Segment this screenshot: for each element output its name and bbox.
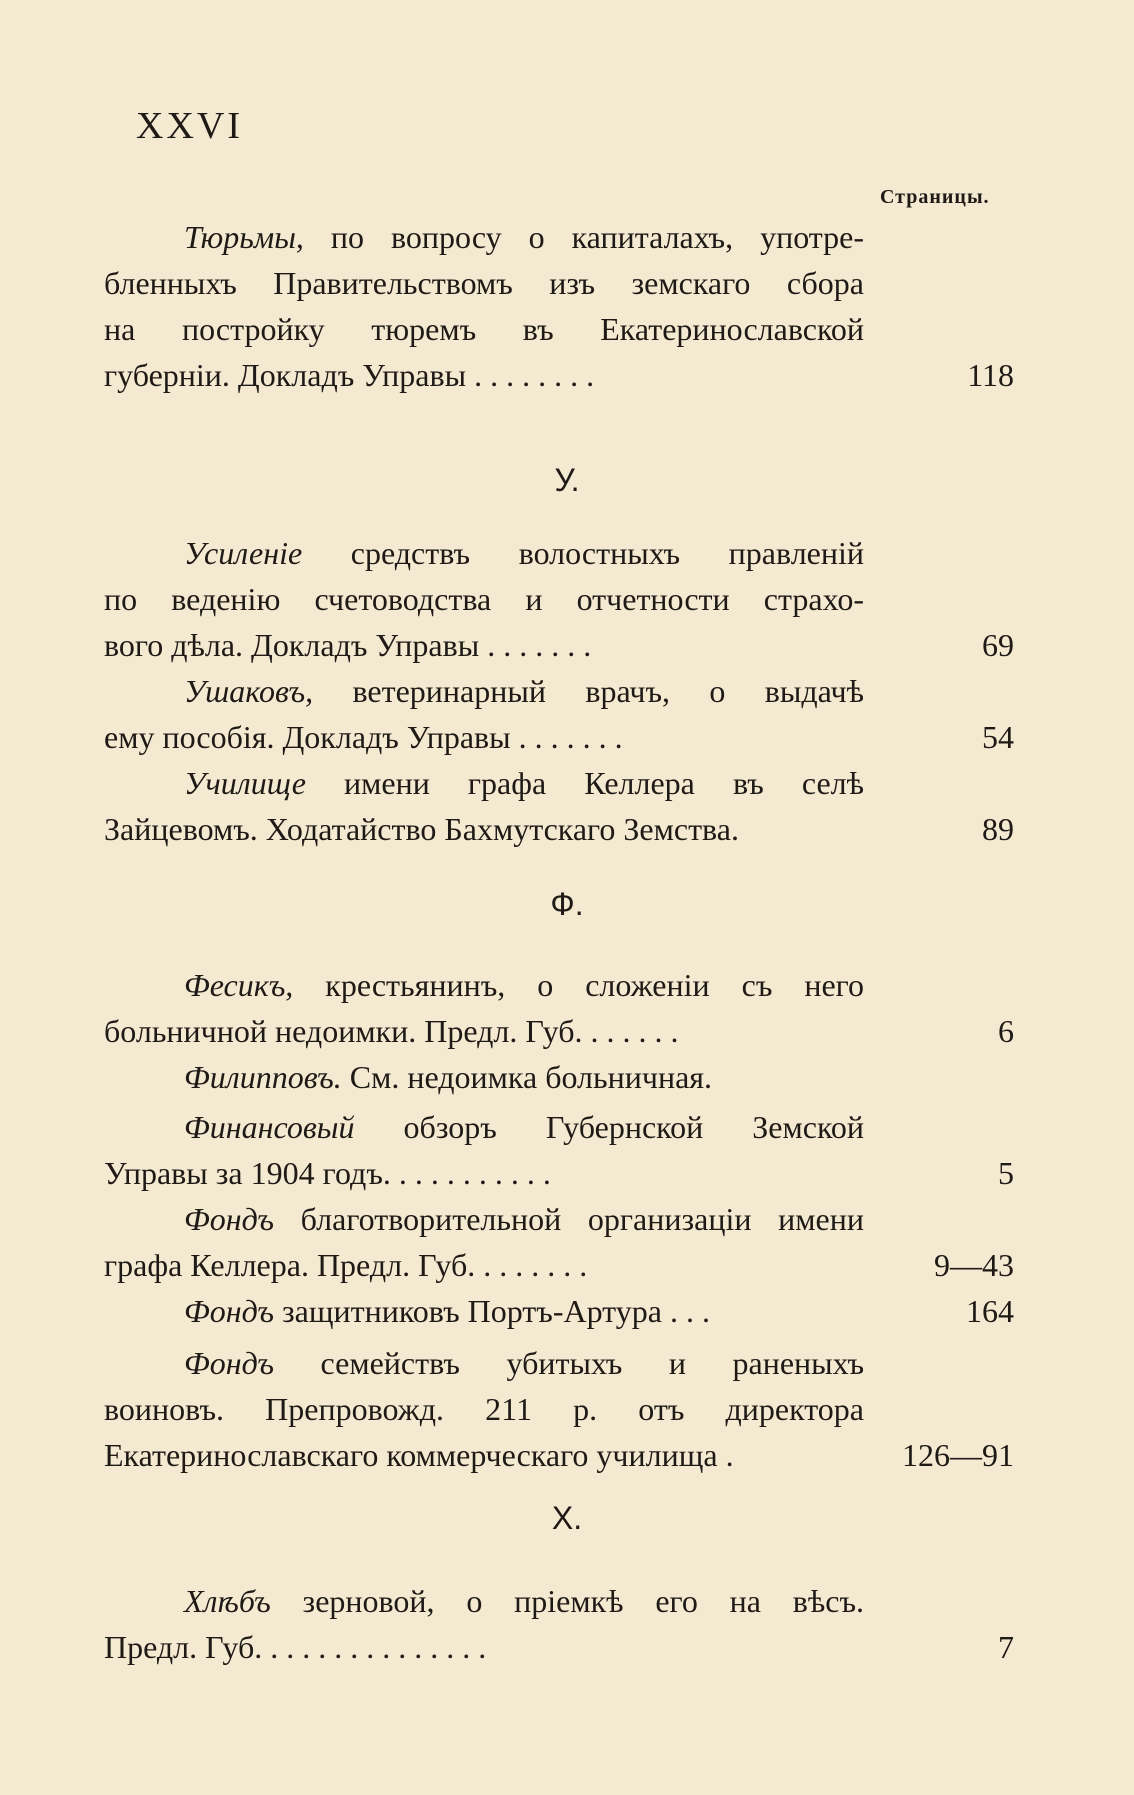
entry-text: графа Келлера. Предл. Губ. . . . . . . .	[104, 1247, 588, 1283]
index-entry	[0, 668, 1134, 760]
index-entry	[0, 1578, 1134, 1670]
entry-term: Училище	[184, 765, 306, 801]
index-entry	[0, 530, 1134, 668]
entry-text: бленныхъ Правительствомъ изъ земскаго сбора	[104, 265, 864, 301]
entry-text: больничной недоимки. Предл. Губ. . . . . . .	[104, 1013, 679, 1049]
page-reference: 89	[982, 811, 1014, 847]
entry-text: по веденію счетоводства и отчетности страхо-	[104, 581, 864, 617]
entry-text: по вопросу о капиталахъ, употре-	[330, 219, 865, 255]
entry-term: Филипповъ.	[184, 1059, 342, 1095]
section-letter: Ф.	[550, 886, 584, 922]
entry-text: ветеринарный врачъ, о выдачѣ	[352, 673, 864, 709]
entry-text: обзоръ Губернской Земской	[403, 1109, 864, 1145]
entry-text: имени графа Келлера въ селѣ	[343, 765, 865, 801]
entry-term: Финансовый	[184, 1109, 355, 1145]
page-reference: 164	[966, 1293, 1014, 1329]
page-reference: 54	[982, 719, 1014, 755]
pages-column-header: Страницы.	[880, 186, 990, 208]
entry-term: Фондъ	[184, 1293, 274, 1329]
entry-term: Фесикъ,	[184, 967, 294, 1003]
page-reference: 7	[998, 1629, 1014, 1665]
section-letter: Х.	[551, 1500, 583, 1536]
index-entry	[0, 214, 1134, 398]
entry-text: защитниковъ Портъ-Артура . . .	[281, 1293, 710, 1329]
page-reference: 69	[982, 627, 1014, 663]
entry-text: вого дѣла. Докладъ Управы . . . . . . .	[104, 627, 592, 663]
entry-term: Фондъ	[184, 1345, 274, 1381]
index-entry	[0, 1288, 1134, 1334]
entry-term: Фондъ	[184, 1201, 274, 1237]
entry-text: Предл. Губ. . . . . . . . . . . . . . .	[104, 1629, 487, 1665]
entry-term: Усиленіе	[184, 535, 303, 571]
page-reference: 9—43	[934, 1247, 1014, 1283]
page-reference: 118	[967, 357, 1014, 393]
index-entry	[0, 1340, 1134, 1478]
entry-text: крестьянинъ, о сложеніи съ него	[325, 967, 864, 1003]
entry-text: Управы за 1904 годъ. . . . . . . . . . .	[104, 1155, 551, 1191]
entry-term: Хлѣбъ	[184, 1583, 271, 1619]
index-entry	[0, 1196, 1134, 1288]
page-reference: 5	[998, 1155, 1014, 1191]
entry-term: Ушаковъ,	[184, 673, 314, 709]
page-reference: 6	[998, 1013, 1014, 1049]
page-reference: 126—91	[902, 1437, 1014, 1473]
entry-text: на постройку тюремъ въ Екатеринославской	[104, 311, 864, 347]
page-number: XXVI	[136, 105, 243, 147]
entry-text: См. недоимка больничная.	[349, 1059, 712, 1095]
entry-text: семействъ убитыхъ и раненыхъ	[320, 1345, 864, 1381]
index-entry	[0, 962, 1134, 1054]
entry-term: Тюрьмы,	[184, 219, 304, 255]
entry-text: воиновъ. Препровожд. 211 р. отъ директора	[104, 1391, 864, 1427]
entry-text: Екатеринославскаго коммерческаго училища .	[104, 1437, 734, 1473]
entry-text: зерновой, о пріемкѣ его на вѣсъ.	[302, 1583, 864, 1619]
index-entry	[0, 1054, 1134, 1100]
entry-text: Зайцевомъ. Ходатайство Бахмутскаго Земства.	[104, 811, 739, 847]
entry-text: ему пособія. Докладъ Управы . . . . . . .	[104, 719, 623, 755]
index-entry	[0, 1104, 1134, 1196]
index-entry	[0, 760, 1134, 852]
entry-text: губерніи. Докладъ Управы . . . . . . . .	[104, 357, 595, 393]
section-letter: У.	[554, 462, 580, 498]
entry-text: благотворительной организаціи имени	[300, 1201, 864, 1237]
entry-text: средствъ волостныхъ правленій	[350, 535, 864, 571]
